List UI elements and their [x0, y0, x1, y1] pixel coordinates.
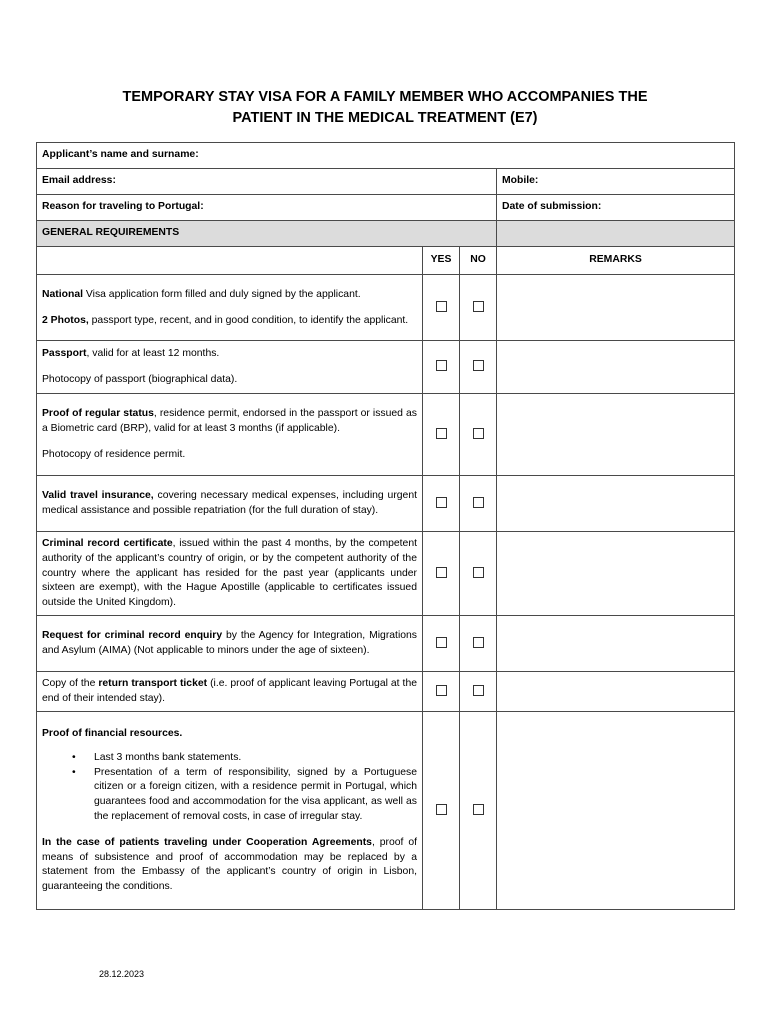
requirement-text: Proof of regular status, residence permit, endorsed in the passport or issued as a Biometric card (BRP), valid for at least 3 months (if applicable). Photocopy of residence permit. [37, 394, 423, 476]
reason-date-row [37, 195, 735, 221]
remarks-cell[interactable] [497, 672, 735, 712]
email-mobile-row [37, 169, 735, 195]
no-checkbox[interactable] [473, 804, 484, 815]
applicant-name-row [37, 143, 735, 169]
remarks-cell[interactable] [497, 341, 735, 394]
no-checkbox[interactable] [473, 637, 484, 648]
requirement-row [37, 532, 735, 616]
remarks-cell[interactable] [497, 616, 735, 672]
requirement-text: Copy of the return transport ticket (i.e. proof of applicant leaving Portugal at the end of their intended stay). [37, 672, 423, 712]
bullet-item: • Last 3 months bank statements. [94, 751, 417, 766]
requirement-text: Criminal record certificate, issued within the past 4 months, by the competent authority of the applicant’s country of origin, or by the competent authority of the country where the applicant has resided for the past year (applicants under sixteen are exempt), with the Hague Apostille (applicable to certificates issued outside the United Kingdom). [37, 532, 423, 616]
no-checkbox[interactable] [473, 360, 484, 371]
col-no-header: NO [460, 247, 497, 275]
requirement-row [37, 672, 735, 712]
yes-checkbox[interactable] [436, 804, 447, 815]
title-line-2: PATIENT IN THE MEDICAL TREATMENT (E7) [232, 110, 538, 126]
footer-date: 28.12.2023 [99, 969, 145, 979]
col-remarks-header: REMARKS [497, 247, 735, 275]
remarks-cell[interactable] [497, 394, 735, 476]
yes-checkbox[interactable] [436, 567, 447, 578]
requirement-text: Proof of financial resources. • Last 3 months bank statements. • Presentation of a term of responsibility, signed by a Portuguese citizen or a foreign citizen, with a residence permit in Portugal, which guarantees food and accommodation for the visa applicant, as well as the replacement of removal costs, in case of irregular stay. In the case of patients traveling under Cooperation Agreements, proof of means of subsistence and proof of accommodation may be replaced by a statement from the Embassy of the applicant’s country of origin in Lisbon, guaranteeing the conditions. [37, 712, 423, 910]
no-checkbox[interactable] [473, 497, 484, 508]
date-of-submission-field[interactable]: Date of submission: [497, 195, 735, 221]
requirements-table [36, 142, 735, 910]
bullet-item: • Presentation of a term of responsibility, signed by a Portuguese citizen or a foreign citizen, with a residence permit in Portugal, which guarantees food and accommodation for the visa applicant, as well as the replacement of removal costs, in case of irregular stay. [94, 766, 417, 825]
yes-checkbox[interactable] [436, 428, 447, 439]
yes-checkbox[interactable] [436, 497, 447, 508]
remarks-cell[interactable] [497, 275, 735, 341]
remarks-cell[interactable] [497, 712, 735, 910]
requirement-text: Valid travel insurance, covering necessary medical expenses, including urgent medical assistance and possible repatriation (for the full duration of stay). [37, 476, 423, 532]
remarks-cell[interactable] [497, 532, 735, 616]
applicant-name-field[interactable]: Applicant’s name and surname: [37, 143, 735, 169]
no-checkbox[interactable] [473, 685, 484, 696]
requirement-row [37, 616, 735, 672]
yes-checkbox[interactable] [436, 685, 447, 696]
requirement-text: Request for criminal record enquiry by the Agency for Integration, Migrations and Asylum (AIMA) (Not applicable to minors under the age of sixteen). [37, 616, 423, 672]
yes-checkbox[interactable] [436, 301, 447, 312]
no-checkbox[interactable] [473, 428, 484, 439]
col-yes-header: YES [423, 247, 460, 275]
reason-field[interactable]: Reason for traveling to Portugal: [37, 195, 497, 221]
requirement-row [37, 341, 735, 394]
requirement-row [37, 712, 735, 910]
requirement-row [37, 275, 735, 341]
yes-checkbox[interactable] [436, 637, 447, 648]
requirement-text: National Visa application form filled and duly signed by the applicant. 2 Photos, passport type, recent, and in good condition, to identify the applicant. [37, 275, 423, 341]
general-requirements-heading: GENERAL REQUIREMENTS [37, 221, 497, 247]
column-header-blank [37, 247, 423, 275]
yes-checkbox[interactable] [436, 360, 447, 371]
no-checkbox[interactable] [473, 301, 484, 312]
requirement-text: Passport, valid for at least 12 months. Photocopy of passport (biographical data). [37, 341, 423, 394]
remarks-cell[interactable] [497, 476, 735, 532]
title-line-1: TEMPORARY STAY VISA FOR A FAMILY MEMBER WHO ACCOMPANIES THE [122, 89, 648, 105]
requirement-row [37, 476, 735, 532]
email-field[interactable]: Email address: [37, 169, 497, 195]
bullet-list [42, 751, 417, 825]
section-header-row [37, 221, 735, 247]
document-title [40, 87, 730, 129]
mobile-field[interactable]: Mobile: [497, 169, 735, 195]
section-header-blank [497, 221, 735, 247]
no-checkbox[interactable] [473, 567, 484, 578]
requirement-row [37, 394, 735, 476]
column-header-row [37, 247, 735, 275]
